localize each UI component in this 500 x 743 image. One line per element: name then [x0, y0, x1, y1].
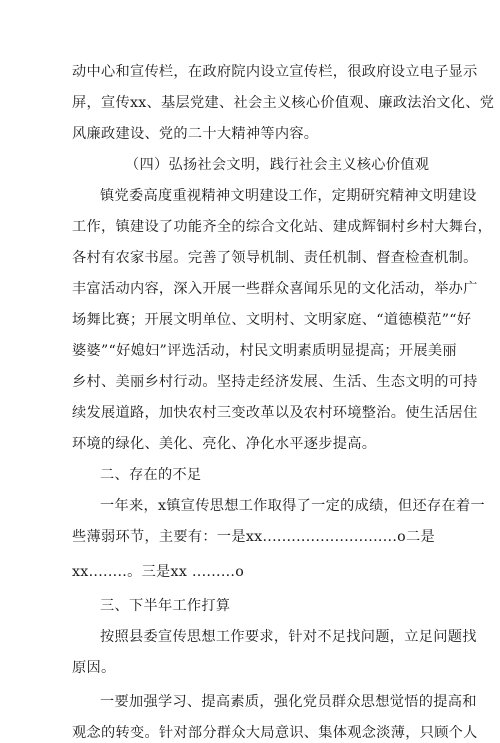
paragraph-line: 丰富活动内容，深入开展一些群众喜闻乐见的文化活动，举办广 — [72, 281, 478, 297]
paragraph-line: 镇党委高度重视精神文明建设工作，定期研究精神文明建设 — [100, 188, 477, 204]
paragraph-line: 风廉政建设、党的二十大精神等内容。 — [72, 126, 319, 142]
section-heading-shortcomings: 二、存在的不足 — [100, 467, 202, 483]
paragraph-line: 续发展道路，加快农村三变改革以及农村环境整治。使生活居住 — [72, 405, 478, 421]
paragraph-line: 按照县委宣传思想工作要求，针对不足找问题，立足问题找 — [100, 629, 477, 645]
section-heading-plan: 三、下半年工作打算 — [100, 598, 231, 614]
paragraph-line: 各村有农家书屋。完善了领导机制、责任机制、督查检查机制。 — [72, 250, 478, 266]
paragraph-line: 乡村、美丽乡村行动。坚持走经济发展、生活、生态文明的可持 — [72, 374, 478, 390]
paragraph-line: 观念的转变。针对部分群众大局意识、集体观念淡薄，只顾个人 — [72, 725, 478, 741]
paragraph-line: 婆婆”“好媳妇”评选活动，村民文明素质明显提高；开展美丽 — [72, 343, 457, 359]
paragraph-line: 工作，镇建设了功能齐全的综合文化站、建成辉铜村乡村大舞台， — [72, 219, 493, 235]
paragraph-line: 一要加强学习、提高素质，强化党员群众思想觉悟的提高和 — [100, 694, 477, 710]
paragraph-line: 些薄弱环节，主要有：一是xx............................o二是 — [72, 529, 435, 545]
paragraph-line: 屏，宣传xx、基层党建、社会主义核心价值观、廉政法治文化、党 — [72, 95, 495, 111]
paragraph-line: 动中心和宣传栏，在政府院内设立宣传栏，很政府设立电子显示 — [72, 64, 478, 80]
paragraph-line: 场舞比赛；开展文明单位、文明村、文明家庭、“道德模范”“好 — [72, 312, 472, 328]
subheading-four: （四）弘扬社会文明，践行社会主义核心价值观 — [125, 157, 430, 173]
paragraph-line: 环境的绿化、美化、亮化、净化水平逐步提高。 — [72, 436, 377, 452]
paragraph-line: 一年来，x镇宣传思想工作取得了一定的成绩，但还存在着一 — [100, 498, 485, 514]
paragraph-line: xx........。三是xx .........o — [72, 564, 245, 580]
paragraph-line: 原因。 — [72, 660, 116, 676]
